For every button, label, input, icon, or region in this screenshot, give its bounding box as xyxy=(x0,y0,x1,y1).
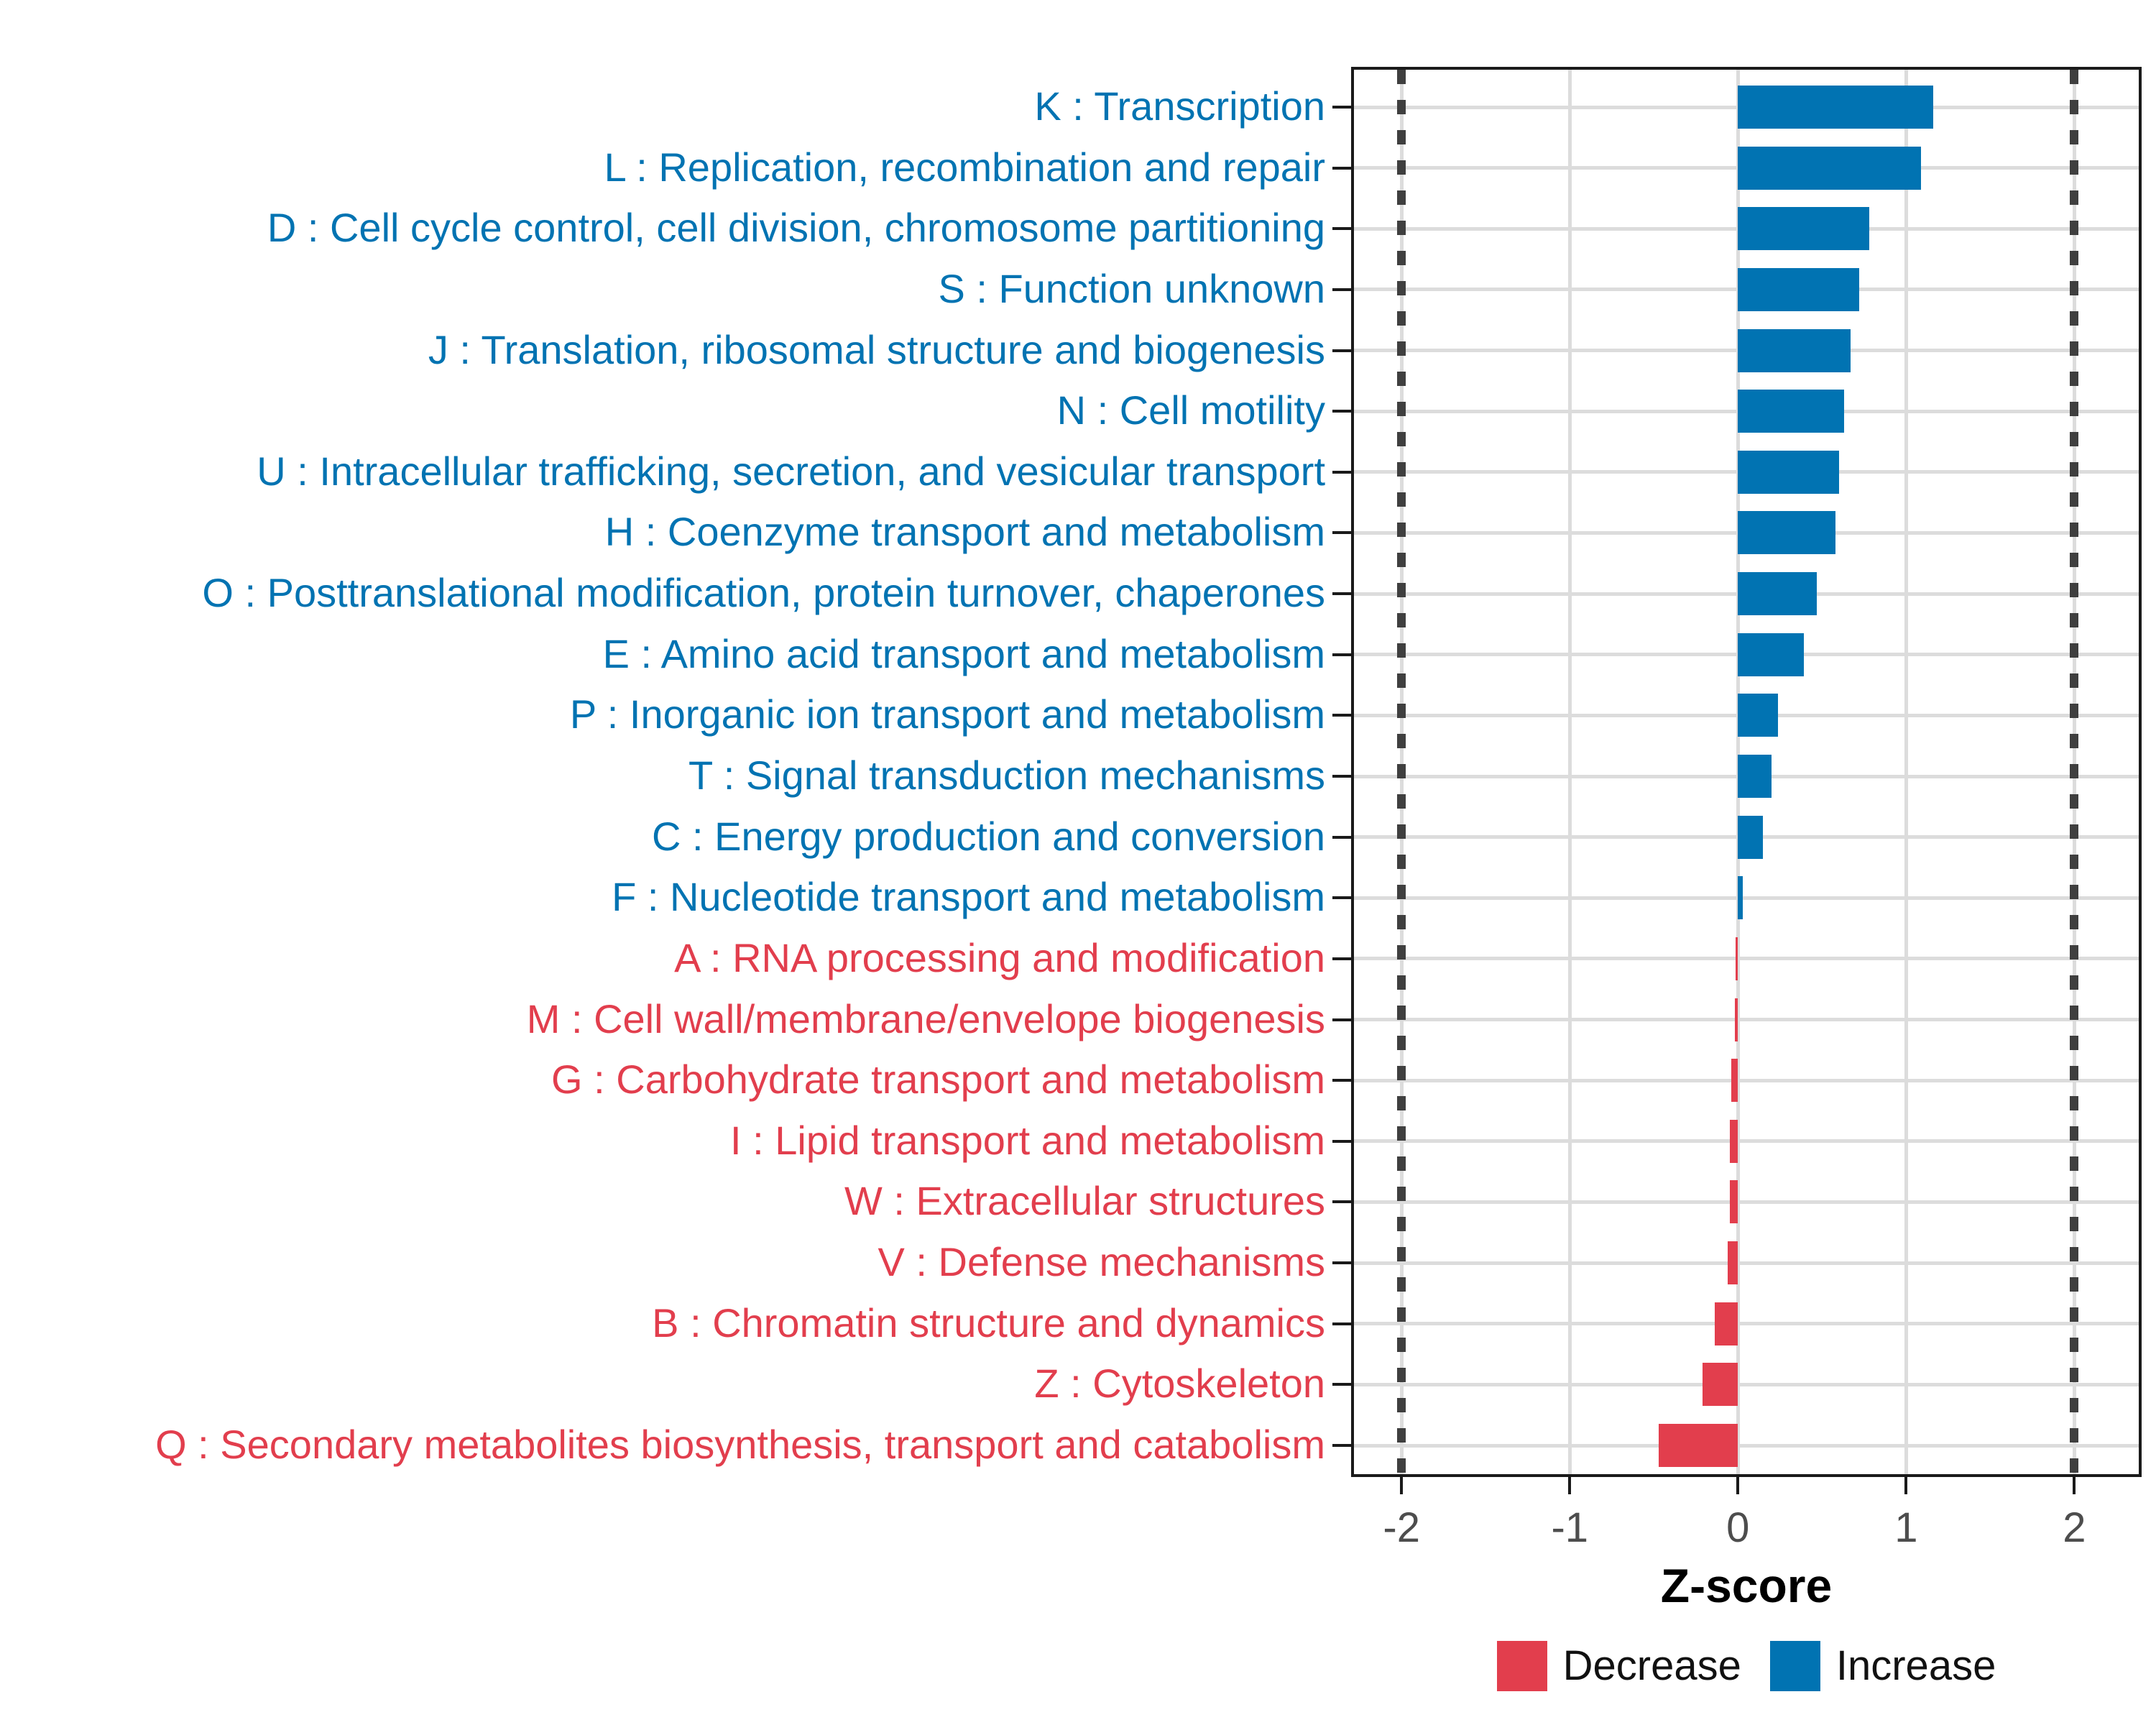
bar xyxy=(1703,1363,1738,1406)
category-label: P : Inorganic ion transport and metabolism xyxy=(569,691,1325,737)
category-label: S : Function unknown xyxy=(938,265,1325,311)
category-label: O : Posttranslational modification, protein turnover, chaperones xyxy=(202,569,1325,615)
legend-item-increase xyxy=(1770,1641,1996,1691)
category-label: W : Extracellular structures xyxy=(844,1178,1325,1224)
bar xyxy=(1735,998,1738,1041)
gridline-horizontal xyxy=(1351,957,2142,960)
bar xyxy=(1738,147,1921,190)
bar xyxy=(1738,329,1851,372)
dashed-reference-line xyxy=(1397,70,1406,1474)
category-label: U : Intracellular trafficking, secretion, and vesicular transport xyxy=(257,448,1325,494)
y-axis-tick xyxy=(1332,1322,1351,1325)
gridline-horizontal xyxy=(1351,1383,2142,1386)
bar xyxy=(1738,86,1932,129)
x-tick-label: 1 xyxy=(1894,1504,1918,1551)
category-label: J : Translation, ribosomal structure and biogenesis xyxy=(428,326,1325,372)
bar xyxy=(1738,451,1838,494)
category-label: D : Cell cycle control, cell division, chromosome partitioning xyxy=(267,205,1325,251)
bar xyxy=(1731,1059,1738,1102)
y-axis-tick xyxy=(1332,1079,1351,1082)
y-axis-tick xyxy=(1332,471,1351,474)
gridline-horizontal xyxy=(1351,896,2142,900)
x-axis-tick xyxy=(1400,1477,1403,1494)
bar xyxy=(1730,1120,1738,1163)
category-label: M : Cell wall/membrane/envelope biogenesis xyxy=(526,995,1325,1041)
bar xyxy=(1736,937,1738,980)
category-label: B : Chromatin structure and dynamics xyxy=(652,1300,1325,1346)
bar xyxy=(1659,1424,1738,1467)
category-label: L : Replication, recombination and repair xyxy=(604,144,1325,190)
bar xyxy=(1738,755,1772,798)
legend-label: Increase xyxy=(1835,1642,1996,1689)
bar xyxy=(1738,633,1803,676)
bar xyxy=(1738,572,1817,615)
bar xyxy=(1738,511,1835,554)
bar xyxy=(1738,207,1869,250)
gridline-horizontal xyxy=(1351,1079,2142,1082)
bar xyxy=(1738,390,1843,433)
legend-swatch xyxy=(1497,1641,1547,1691)
bar xyxy=(1730,1180,1738,1223)
y-axis-tick xyxy=(1332,1444,1351,1447)
y-axis-tick xyxy=(1332,775,1351,778)
category-label: N : Cell motility xyxy=(1056,387,1325,433)
category-label: H : Coenzyme transport and metabolism xyxy=(604,509,1325,555)
bar xyxy=(1738,694,1778,737)
y-axis-tick xyxy=(1332,896,1351,899)
bar xyxy=(1738,876,1743,919)
gridline-horizontal xyxy=(1351,1018,2142,1021)
y-axis-tick xyxy=(1332,349,1351,352)
x-axis-tick xyxy=(1736,1477,1739,1494)
y-axis-tick xyxy=(1332,653,1351,656)
bar xyxy=(1738,816,1763,859)
y-axis-tick xyxy=(1332,1140,1351,1143)
y-axis-tick xyxy=(1332,836,1351,839)
y-axis-tick xyxy=(1332,531,1351,534)
gridline-horizontal xyxy=(1351,1261,2142,1265)
gridline-horizontal xyxy=(1351,1444,2142,1448)
y-axis-tick xyxy=(1332,167,1351,170)
category-label: Q : Secondary metabolites biosynthesis, transport and catabolism xyxy=(155,1421,1325,1467)
gridline-vertical xyxy=(1568,67,1572,1477)
bar xyxy=(1738,268,1859,311)
x-tick-label: -2 xyxy=(1383,1504,1420,1551)
bar xyxy=(1728,1241,1738,1284)
gridline-horizontal xyxy=(1351,1322,2142,1325)
y-axis-tick xyxy=(1332,1018,1351,1021)
y-axis-tick xyxy=(1332,1261,1351,1264)
y-axis-tick xyxy=(1332,227,1351,230)
x-axis-tick xyxy=(1904,1477,1907,1494)
category-label: I : Lipid transport and metabolism xyxy=(730,1117,1325,1163)
y-axis-tick xyxy=(1332,106,1351,109)
dashed-reference-line xyxy=(2070,70,2078,1474)
legend xyxy=(1315,1641,2156,1691)
y-axis-tick xyxy=(1332,1383,1351,1386)
gridline-horizontal xyxy=(1351,1200,2142,1204)
y-axis-tick xyxy=(1332,1200,1351,1203)
category-label: Z : Cytoskeleton xyxy=(1034,1361,1325,1407)
category-label: A : RNA processing and modification xyxy=(674,934,1325,980)
category-label: V : Defense mechanisms xyxy=(877,1238,1325,1284)
legend-label: Decrease xyxy=(1562,1642,1741,1689)
y-axis-tick xyxy=(1332,957,1351,960)
category-label: K : Transcription xyxy=(1034,83,1325,129)
x-axis-tick xyxy=(2073,1477,2076,1494)
y-axis-tick xyxy=(1332,410,1351,413)
x-tick-label: -1 xyxy=(1551,1504,1589,1551)
x-axis-tick xyxy=(1568,1477,1571,1494)
y-axis-tick xyxy=(1332,592,1351,595)
y-axis-tick xyxy=(1332,288,1351,291)
x-tick-label: 0 xyxy=(1726,1504,1750,1551)
legend-swatch xyxy=(1770,1641,1820,1691)
category-label: C : Energy production and conversion xyxy=(652,813,1325,859)
legend-item-decrease xyxy=(1497,1641,1741,1691)
category-label: T : Signal transduction mechanisms xyxy=(688,752,1325,798)
category-label: G : Carbohydrate transport and metabolism xyxy=(551,1057,1325,1103)
x-tick-label: 2 xyxy=(2063,1504,2086,1551)
category-label: F : Nucleotide transport and metabolism xyxy=(612,874,1325,920)
category-label: E : Amino acid transport and metabolism xyxy=(602,630,1325,676)
x-axis-title: Z-score xyxy=(1660,1559,1833,1612)
gridline-horizontal xyxy=(1351,1139,2142,1143)
y-axis-tick xyxy=(1332,714,1351,717)
gridline-vertical xyxy=(1904,67,1908,1477)
bar xyxy=(1715,1302,1738,1346)
